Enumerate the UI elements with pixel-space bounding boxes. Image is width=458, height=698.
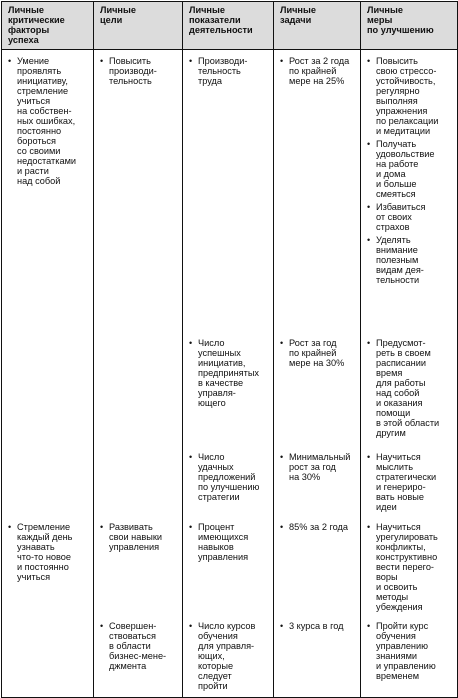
cell-measure xyxy=(361,516,458,615)
cell-text: Производи- тельность труда xyxy=(198,56,248,86)
cell-measure xyxy=(361,332,458,446)
list-item xyxy=(367,621,454,681)
bullet-icon: • xyxy=(367,139,371,149)
cell-text: Научиться мыслить стратегически и генериро- вать новые идеи xyxy=(376,452,437,512)
list-item xyxy=(367,202,454,232)
list-item xyxy=(280,621,357,631)
list-item xyxy=(367,452,454,512)
list-item xyxy=(280,452,357,482)
cell-text: Число удачных предложений по улучшению стратегии xyxy=(198,452,260,502)
list-item xyxy=(280,338,357,368)
list-item xyxy=(189,56,270,86)
header-indicators xyxy=(183,2,274,50)
table-row xyxy=(2,516,458,615)
cell-indicator xyxy=(183,332,274,446)
bullet-icon: • xyxy=(280,522,284,532)
bullet-icon: • xyxy=(189,522,193,532)
bullet-icon: • xyxy=(367,522,371,532)
cell-task xyxy=(274,516,361,615)
cell-critical-factor xyxy=(2,615,94,698)
cell-text: Рост за год по крайней мере на 30% xyxy=(289,338,345,368)
bullet-icon: • xyxy=(189,452,193,462)
cell-critical-factor xyxy=(2,332,94,446)
bullet-icon: • xyxy=(8,56,12,66)
header-label: Личные задачи xyxy=(280,5,316,25)
table-row xyxy=(2,615,458,698)
bullet-icon: • xyxy=(100,621,104,631)
bullet-icon: • xyxy=(189,621,193,631)
cell-text: Процент имеющихся навыков управления xyxy=(198,522,249,562)
cell-text: Совершен- ствоваться в области бизнес-мене- джмента xyxy=(109,621,167,671)
cell-goal xyxy=(94,50,183,333)
list-item xyxy=(8,522,90,582)
cell-task xyxy=(274,615,361,698)
list-item xyxy=(189,452,270,502)
bullet-icon: • xyxy=(189,56,193,66)
list-item xyxy=(367,139,454,199)
bullet-icon: • xyxy=(280,621,284,631)
bullet-icon: • xyxy=(189,338,193,348)
bullet-icon: • xyxy=(367,202,371,212)
header-improvement-measures xyxy=(361,2,458,50)
header-goals xyxy=(94,2,183,50)
header-label: Личные цели xyxy=(100,5,136,25)
bullet-icon: • xyxy=(280,452,284,462)
table-row xyxy=(2,446,458,516)
bullet-icon: • xyxy=(367,338,371,348)
list-item xyxy=(189,522,270,562)
bullet-icon: • xyxy=(100,56,104,66)
cell-text: 85% за 2 года xyxy=(289,522,349,532)
cell-text: Число успешных инициатив, предпринятых в качестве управля- ющего xyxy=(198,338,260,408)
cell-text: Стремление каждый день узнавать что-то новое и постоянно учиться xyxy=(17,522,73,582)
cell-task xyxy=(274,332,361,446)
list-item xyxy=(100,621,179,671)
bullet-icon: • xyxy=(367,56,371,66)
list-item xyxy=(280,56,357,86)
cell-task xyxy=(274,50,361,333)
list-item xyxy=(189,621,270,691)
cell-text: Пройти курс обучения управлению знаниями и управлению временем xyxy=(376,621,436,681)
cell-indicator xyxy=(183,446,274,516)
header-label: Личные показатели деятельности xyxy=(189,5,253,35)
table-row xyxy=(2,332,458,446)
cell-text: Получать удовольствие на работе и дома и больше смеяться xyxy=(376,139,435,199)
list-item xyxy=(367,235,454,285)
cell-measure xyxy=(361,446,458,516)
cell-indicator xyxy=(183,516,274,615)
cell-indicator xyxy=(183,50,274,333)
bullet-icon: • xyxy=(367,235,371,245)
cell-text: Научиться урегулировать конфликты, конструктивно вести перего- воры и освоить методы убеждения xyxy=(376,522,438,612)
header-tasks xyxy=(274,2,361,50)
header-label: Личные меры по улучшению xyxy=(367,5,434,35)
bullet-icon: • xyxy=(367,452,371,462)
cell-goal xyxy=(94,332,183,446)
cell-text: Минимальный рост за год на 30% xyxy=(289,452,351,482)
table-row xyxy=(2,50,458,333)
cell-text: Повысить свою стрессо- устойчивость, регулярно выполняя упражнения по релаксации и медитации xyxy=(376,56,439,136)
cell-text: Число курсов обучения для управля- ющих, которые следует пройти xyxy=(198,621,256,691)
success-factors-table xyxy=(1,1,458,698)
cell-goal xyxy=(94,615,183,698)
list-item xyxy=(8,56,90,186)
cell-text: Избавиться от своих страхов xyxy=(376,202,426,232)
header-critical-factors xyxy=(2,2,94,50)
cell-text: 3 курса в год xyxy=(289,621,344,631)
bullet-icon: • xyxy=(100,522,104,532)
cell-task xyxy=(274,446,361,516)
cell-text: Повысить производи- тельность xyxy=(109,56,157,86)
cell-critical-factor xyxy=(2,50,94,333)
bullet-icon: • xyxy=(367,621,371,631)
bullet-icon: • xyxy=(280,56,284,66)
cell-measure xyxy=(361,615,458,698)
cell-text: Уделять внимание полезным видам дея- тельности xyxy=(376,235,424,285)
list-item xyxy=(189,338,270,408)
list-item xyxy=(367,522,454,612)
cell-goal xyxy=(94,516,183,615)
cell-text: Предусмот- реть в своем расписании время для работы над собой и оказания помощи в этой области другим xyxy=(376,338,440,438)
cell-critical-factor xyxy=(2,516,94,615)
cell-critical-factor xyxy=(2,446,94,516)
cell-indicator xyxy=(183,615,274,698)
list-item xyxy=(367,56,454,136)
list-item xyxy=(100,56,179,86)
header-label: Личные критические факторы успеха xyxy=(8,5,65,45)
cell-text: Умение проявлять инициативу, стремление учиться на собствен- ных ошибках, постоянно бороться со своими недостатками и расти над собой xyxy=(17,56,77,186)
bullet-icon: • xyxy=(280,338,284,348)
list-item xyxy=(367,338,454,438)
list-item xyxy=(100,522,179,552)
bullet-icon: • xyxy=(8,522,12,532)
cell-text: Развивать свои навыки управления xyxy=(109,522,162,552)
cell-goal xyxy=(94,446,183,516)
list-item xyxy=(280,522,357,532)
cell-text: Рост за 2 года по крайней мере на 25% xyxy=(289,56,350,86)
header-row xyxy=(2,2,458,50)
cell-measure xyxy=(361,50,458,333)
